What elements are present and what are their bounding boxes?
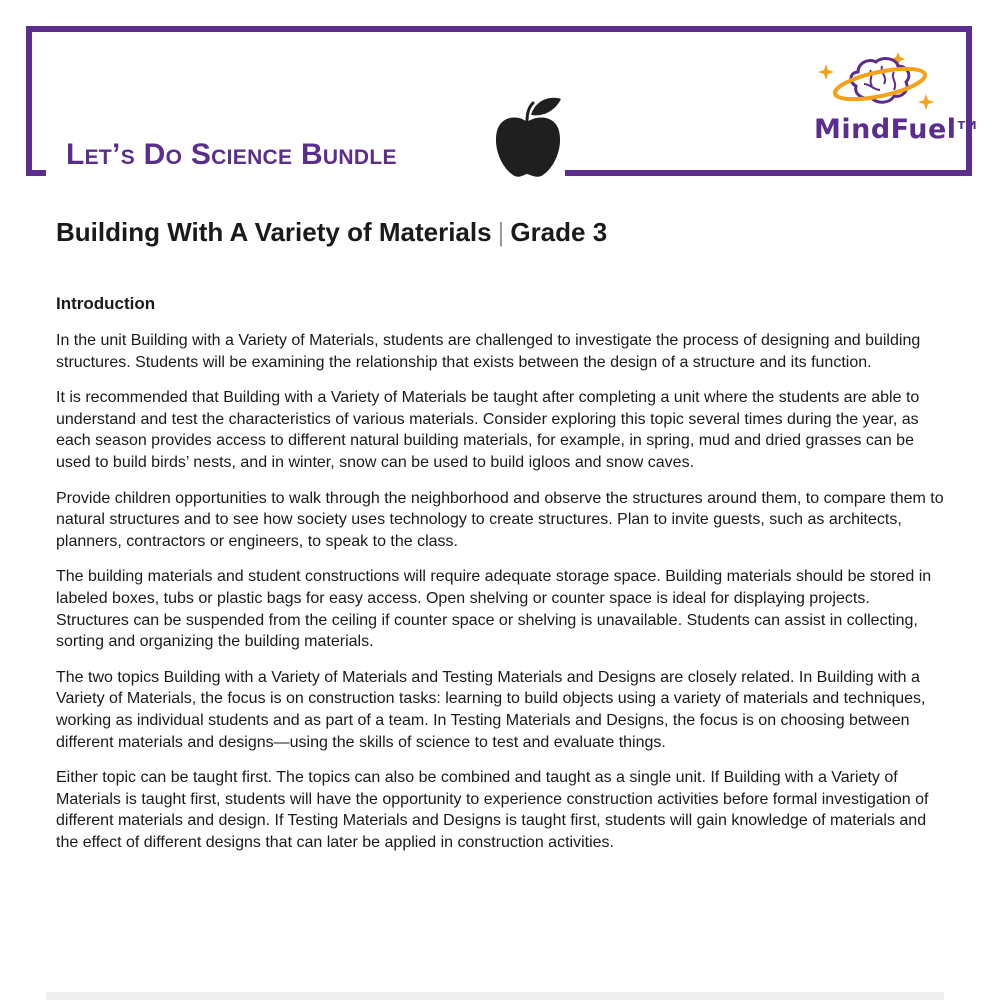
header-frame-bottom-right	[565, 170, 972, 176]
paragraph-2: It is recommended that Building with a Variety of Materials be taught after completing a unit where the students are able to understand and test the characteristics of various materials. Consider exploring this topic several times during the year, as each season provides access to different natural building materials, for example, in spring, mud and dried grasses can be used to build birds’ nests, and in winter, snow can be used to build igloos and snow caves.	[56, 389, 920, 471]
document-body	[56, 292, 946, 867]
header-frame-left	[26, 26, 32, 176]
paragraph-6: Either topic can be taught first. The topics can also be combined and taught as a single unit. If Building with a Variety of Materials is taught first, students will have the opportunity to experience construction activities before formal investigation of different materials and design. If Testing Materials and Designs is taught first, students will gain knowledge of materials and the effect of different designs that can later be applied in construction activities.	[56, 769, 929, 851]
paragraph-3: Provide children opportunities to walk through the neighborhood and observe the structures around them, to compare them to natural structures and to see how society uses technology to create structures. Plan to invite guests, such as architects, planners, contractors or engineers, to speak to the class.	[56, 489, 944, 550]
header-frame-top	[26, 26, 972, 32]
paragraph-4: The building materials and student constructions will require adequate storage space. Building materials should be stored in labeled boxes, tubs or plastic bags for easy access. Open shelving or counter space is ideal for displaying projects. Structures can be suspended from the ceiling if counter space or shelving is unavailable. Students can assist in collecting, sorting and organizing the building materials.	[56, 568, 932, 651]
grade-label: Grade 3	[510, 217, 608, 247]
mindfuel-wordmark	[814, 114, 977, 146]
mindfuel-logo	[806, 50, 978, 155]
section-heading: Introduction	[56, 294, 156, 313]
apple-icon	[493, 95, 565, 179]
title-separator: |	[497, 217, 505, 247]
header-frame-right	[966, 26, 972, 176]
header-frame-bottom-left	[26, 170, 46, 176]
brand-name: MindFuel	[814, 114, 957, 145]
page-title	[56, 214, 607, 250]
bundle-title: Let’s Do Science Bundle	[66, 138, 397, 171]
paragraph-1: In the unit Building with a Variety of Materials, students are challenged to investigate the process of designing and building structures. Students will be examining the relationship that exists between the design of a structure and its function.	[56, 332, 921, 371]
paragraph-5: The two topics Building with a Variety of Materials and Testing Materials and Designs are closely related. In Building with a Variety of Materials, the focus is on construction tasks: learning to build objects using a variety of materials and techniques, working as individual students and as part of a team. In Testing Materials and Designs, the focus is on choosing between different materials and designs—using the skills of science to test and evaluate things.	[56, 668, 926, 751]
document-title: Building With A Variety of Materials	[56, 217, 492, 247]
trademark-mark: TM	[957, 119, 978, 132]
footer-band	[46, 992, 944, 1000]
brain-planet-icon	[816, 50, 941, 120]
